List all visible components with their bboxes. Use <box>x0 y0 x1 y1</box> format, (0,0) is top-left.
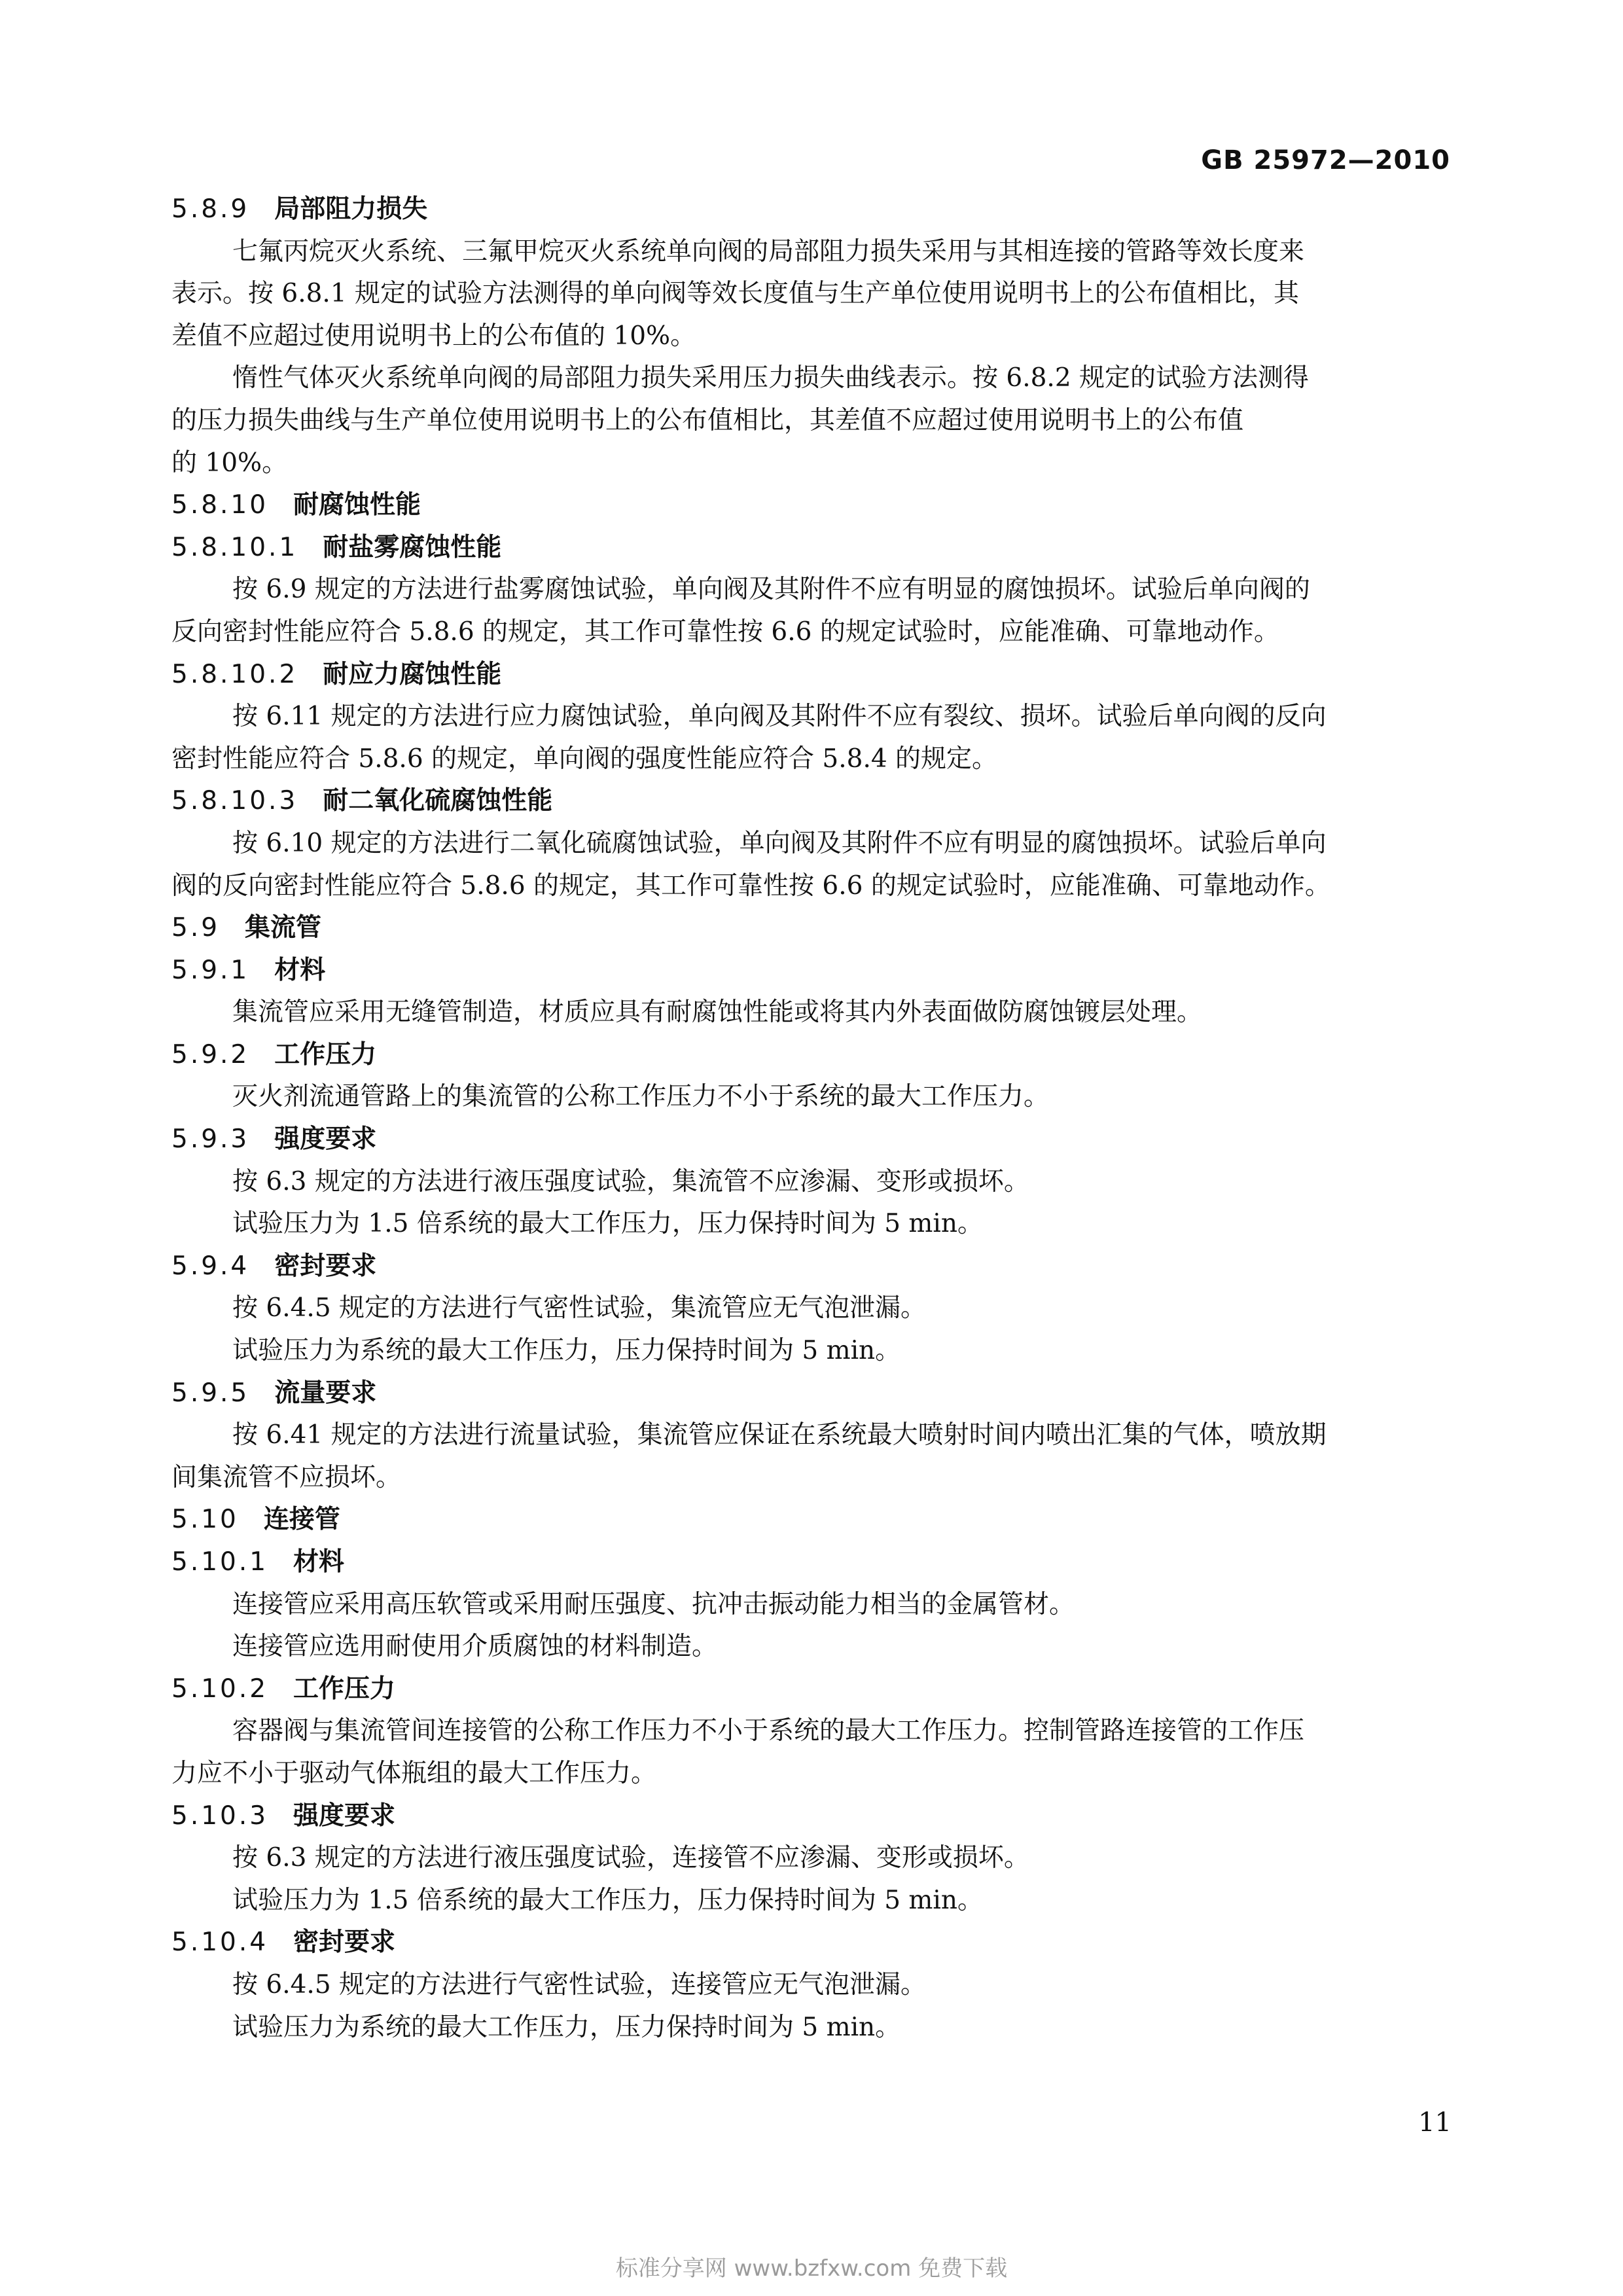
paragraph-line: 七氟丙烷灭火系统、三氟甲烷灭火系统单向阀的局部阻力损失采用与其相连接的管路等效长度来 <box>232 236 1305 266</box>
paragraph-line: 集流管应采用无缝管制造，材质应具有耐腐蚀性能或将其内外表面做防腐蚀镀层处理。 <box>232 997 1203 1028</box>
section-heading <box>171 1927 1454 1958</box>
section-number: 5.9.2 <box>171 1039 250 1069</box>
paragraph-line: 按 6.4.5 规定的方法进行气密性试验，连接管应无气泡泄漏。 <box>232 1969 927 2000</box>
section-heading <box>171 532 1454 564</box>
section-title: 耐二氧化硫腐蚀性能 <box>323 786 553 816</box>
standard-code: GB 25972—2010 <box>1201 145 1450 175</box>
section-heading <box>171 785 1454 817</box>
paragraph-line: 试验压力为 1.5 倍系统的最大工作压力，压力保持时间为 5 min。 <box>232 1209 983 1239</box>
section-title: 密封要求 <box>274 1251 377 1281</box>
paragraph-line: 的压力损失曲线与生产单位使用说明书上的公布值相比，其差值不应超过使用说明书上的公布值 <box>171 405 1244 435</box>
section-number: 5.10.1 <box>171 1547 269 1577</box>
section-title: 集流管 <box>245 913 322 943</box>
section-heading <box>171 955 1454 986</box>
section-heading <box>171 659 1454 691</box>
section-heading <box>171 1504 1454 1535</box>
section-heading <box>171 1251 1454 1282</box>
section-number: 5.10 <box>171 1505 239 1535</box>
section-number: 5.9 <box>171 913 221 943</box>
paragraph-line: 容器阀与集流管间连接管的公称工作压力不小于系统的最大工作压力。控制管路连接管的工作压 <box>232 1716 1305 1746</box>
section-heading <box>171 912 1454 944</box>
watermark-link[interactable]: 标准分享网 www.bzfxw.com 免费下载 <box>615 2255 1008 2282</box>
paragraph-line: 试验压力为系统的最大工作压力，压力保持时间为 5 min。 <box>232 1336 901 1366</box>
paragraph-line: 连接管应采用高压软管或采用耐压强度、抗冲击振动能力相当的金属管材。 <box>232 1589 1075 1619</box>
paragraph-line: 按 6.3 规定的方法进行液压强度试验，连接管不应渗漏、变形或损坏。 <box>232 1843 1029 1873</box>
section-heading <box>171 1801 1454 1832</box>
section-heading <box>171 194 1454 225</box>
section-number: 5.8.10.2 <box>171 659 298 689</box>
section-number: 5.8.10.3 <box>171 786 298 816</box>
section-heading <box>171 490 1454 521</box>
paragraph-line: 按 6.11 规定的方法进行应力腐蚀试验，单向阀及其附件不应有裂纹、损坏。试验后单向阀的反向 <box>232 702 1327 732</box>
page-number: 11 <box>1418 2108 1452 2138</box>
paragraph-line: 按 6.3 规定的方法进行液压强度试验，集流管不应渗漏、变形或损坏。 <box>232 1166 1029 1196</box>
paragraph-line: 表示。按 6.8.1 规定的试验方法测得的单向阀等效长度值与生产单位使用说明书上的公布值相比，其 <box>171 279 1300 309</box>
paragraph-line: 阀的反向密封性能应符合 5.8.6 的规定，其工作可靠性按 6.6 的规定试验时，应能准确、可靠地动作。 <box>171 870 1330 901</box>
section-number: 5.10.3 <box>171 1801 269 1831</box>
paragraph-line: 反向密封性能应符合 5.8.6 的规定，其工作可靠性按 6.6 的规定试验时，应能准确、可靠地动作。 <box>171 617 1279 647</box>
section-number: 5.8.10.1 <box>171 532 298 562</box>
section-title: 工作压力 <box>293 1674 396 1704</box>
paragraph-line: 的 10%。 <box>171 448 288 478</box>
section-title: 工作压力 <box>274 1039 377 1069</box>
section-number: 5.9.5 <box>171 1378 250 1408</box>
document-body <box>171 194 1454 2054</box>
paragraph-line: 差值不应超过使用说明书上的公布值的 10%。 <box>171 321 696 351</box>
section-number: 5.9.4 <box>171 1251 250 1281</box>
section-heading <box>171 1547 1454 1578</box>
paragraph-line: 灭火剂流通管路上的集流管的公称工作压力不小于系统的最大工作压力。 <box>232 1082 1050 1112</box>
section-title: 强度要求 <box>293 1801 396 1831</box>
section-title: 材料 <box>274 955 326 985</box>
section-title: 材料 <box>293 1547 345 1577</box>
section-title: 流量要求 <box>274 1378 377 1408</box>
section-heading <box>171 1039 1454 1071</box>
paragraph-line: 按 6.4.5 规定的方法进行气密性试验，集流管应无气泡泄漏。 <box>232 1293 927 1323</box>
paragraph-line: 试验压力为 1.5 倍系统的最大工作压力，压力保持时间为 5 min。 <box>232 1885 983 1915</box>
paragraph-line: 惰性气体灭火系统单向阀的局部阻力损失采用压力损失曲线表示。按 6.8.2 规定的试验方法测得 <box>232 363 1310 393</box>
section-number: 5.8.9 <box>171 194 250 224</box>
section-title: 密封要求 <box>293 1928 396 1958</box>
section-title: 连接管 <box>263 1505 340 1535</box>
paragraph-line: 密封性能应符合 5.8.6 的规定，单向阀的强度性能应符合 5.8.4 的规定。 <box>171 744 998 774</box>
section-heading <box>171 1674 1454 1705</box>
section-number: 5.9.1 <box>171 955 250 985</box>
section-title: 强度要求 <box>274 1124 377 1155</box>
section-number: 5.8.10 <box>171 490 269 520</box>
section-heading <box>171 1124 1454 1155</box>
section-title: 耐盐雾腐蚀性能 <box>323 532 502 562</box>
paragraph-line: 间集流管不应损坏。 <box>171 1462 402 1492</box>
section-number: 5.10.2 <box>171 1674 269 1704</box>
section-title: 耐应力腐蚀性能 <box>323 659 502 689</box>
paragraph-line: 试验压力为系统的最大工作压力，压力保持时间为 5 min。 <box>232 2012 901 2042</box>
paragraph-line: 按 6.10 规定的方法进行二氧化硫腐蚀试验，单向阀及其附件不应有明显的腐蚀损坏。试验后单向 <box>232 828 1327 858</box>
paragraph-line: 按 6.41 规定的方法进行流量试验，集流管应保证在系统最大喷射时间内喷出汇集的气体，喷放期 <box>232 1420 1327 1450</box>
section-title: 耐腐蚀性能 <box>293 490 421 520</box>
section-number: 5.10.4 <box>171 1928 269 1958</box>
section-heading <box>171 1378 1454 1409</box>
paragraph-line: 力应不小于驱动气体瓶组的最大工作压力。 <box>171 1758 657 1788</box>
section-number: 5.9.3 <box>171 1124 250 1155</box>
paragraph-line: 按 6.9 规定的方法进行盐雾腐蚀试验，单向阀及其附件不应有明显的腐蚀损坏。试验后单向阀的 <box>232 575 1310 605</box>
paragraph-line: 连接管应选用耐使用介质腐蚀的材料制造。 <box>232 1632 718 1662</box>
section-title: 局部阻力损失 <box>274 194 428 224</box>
